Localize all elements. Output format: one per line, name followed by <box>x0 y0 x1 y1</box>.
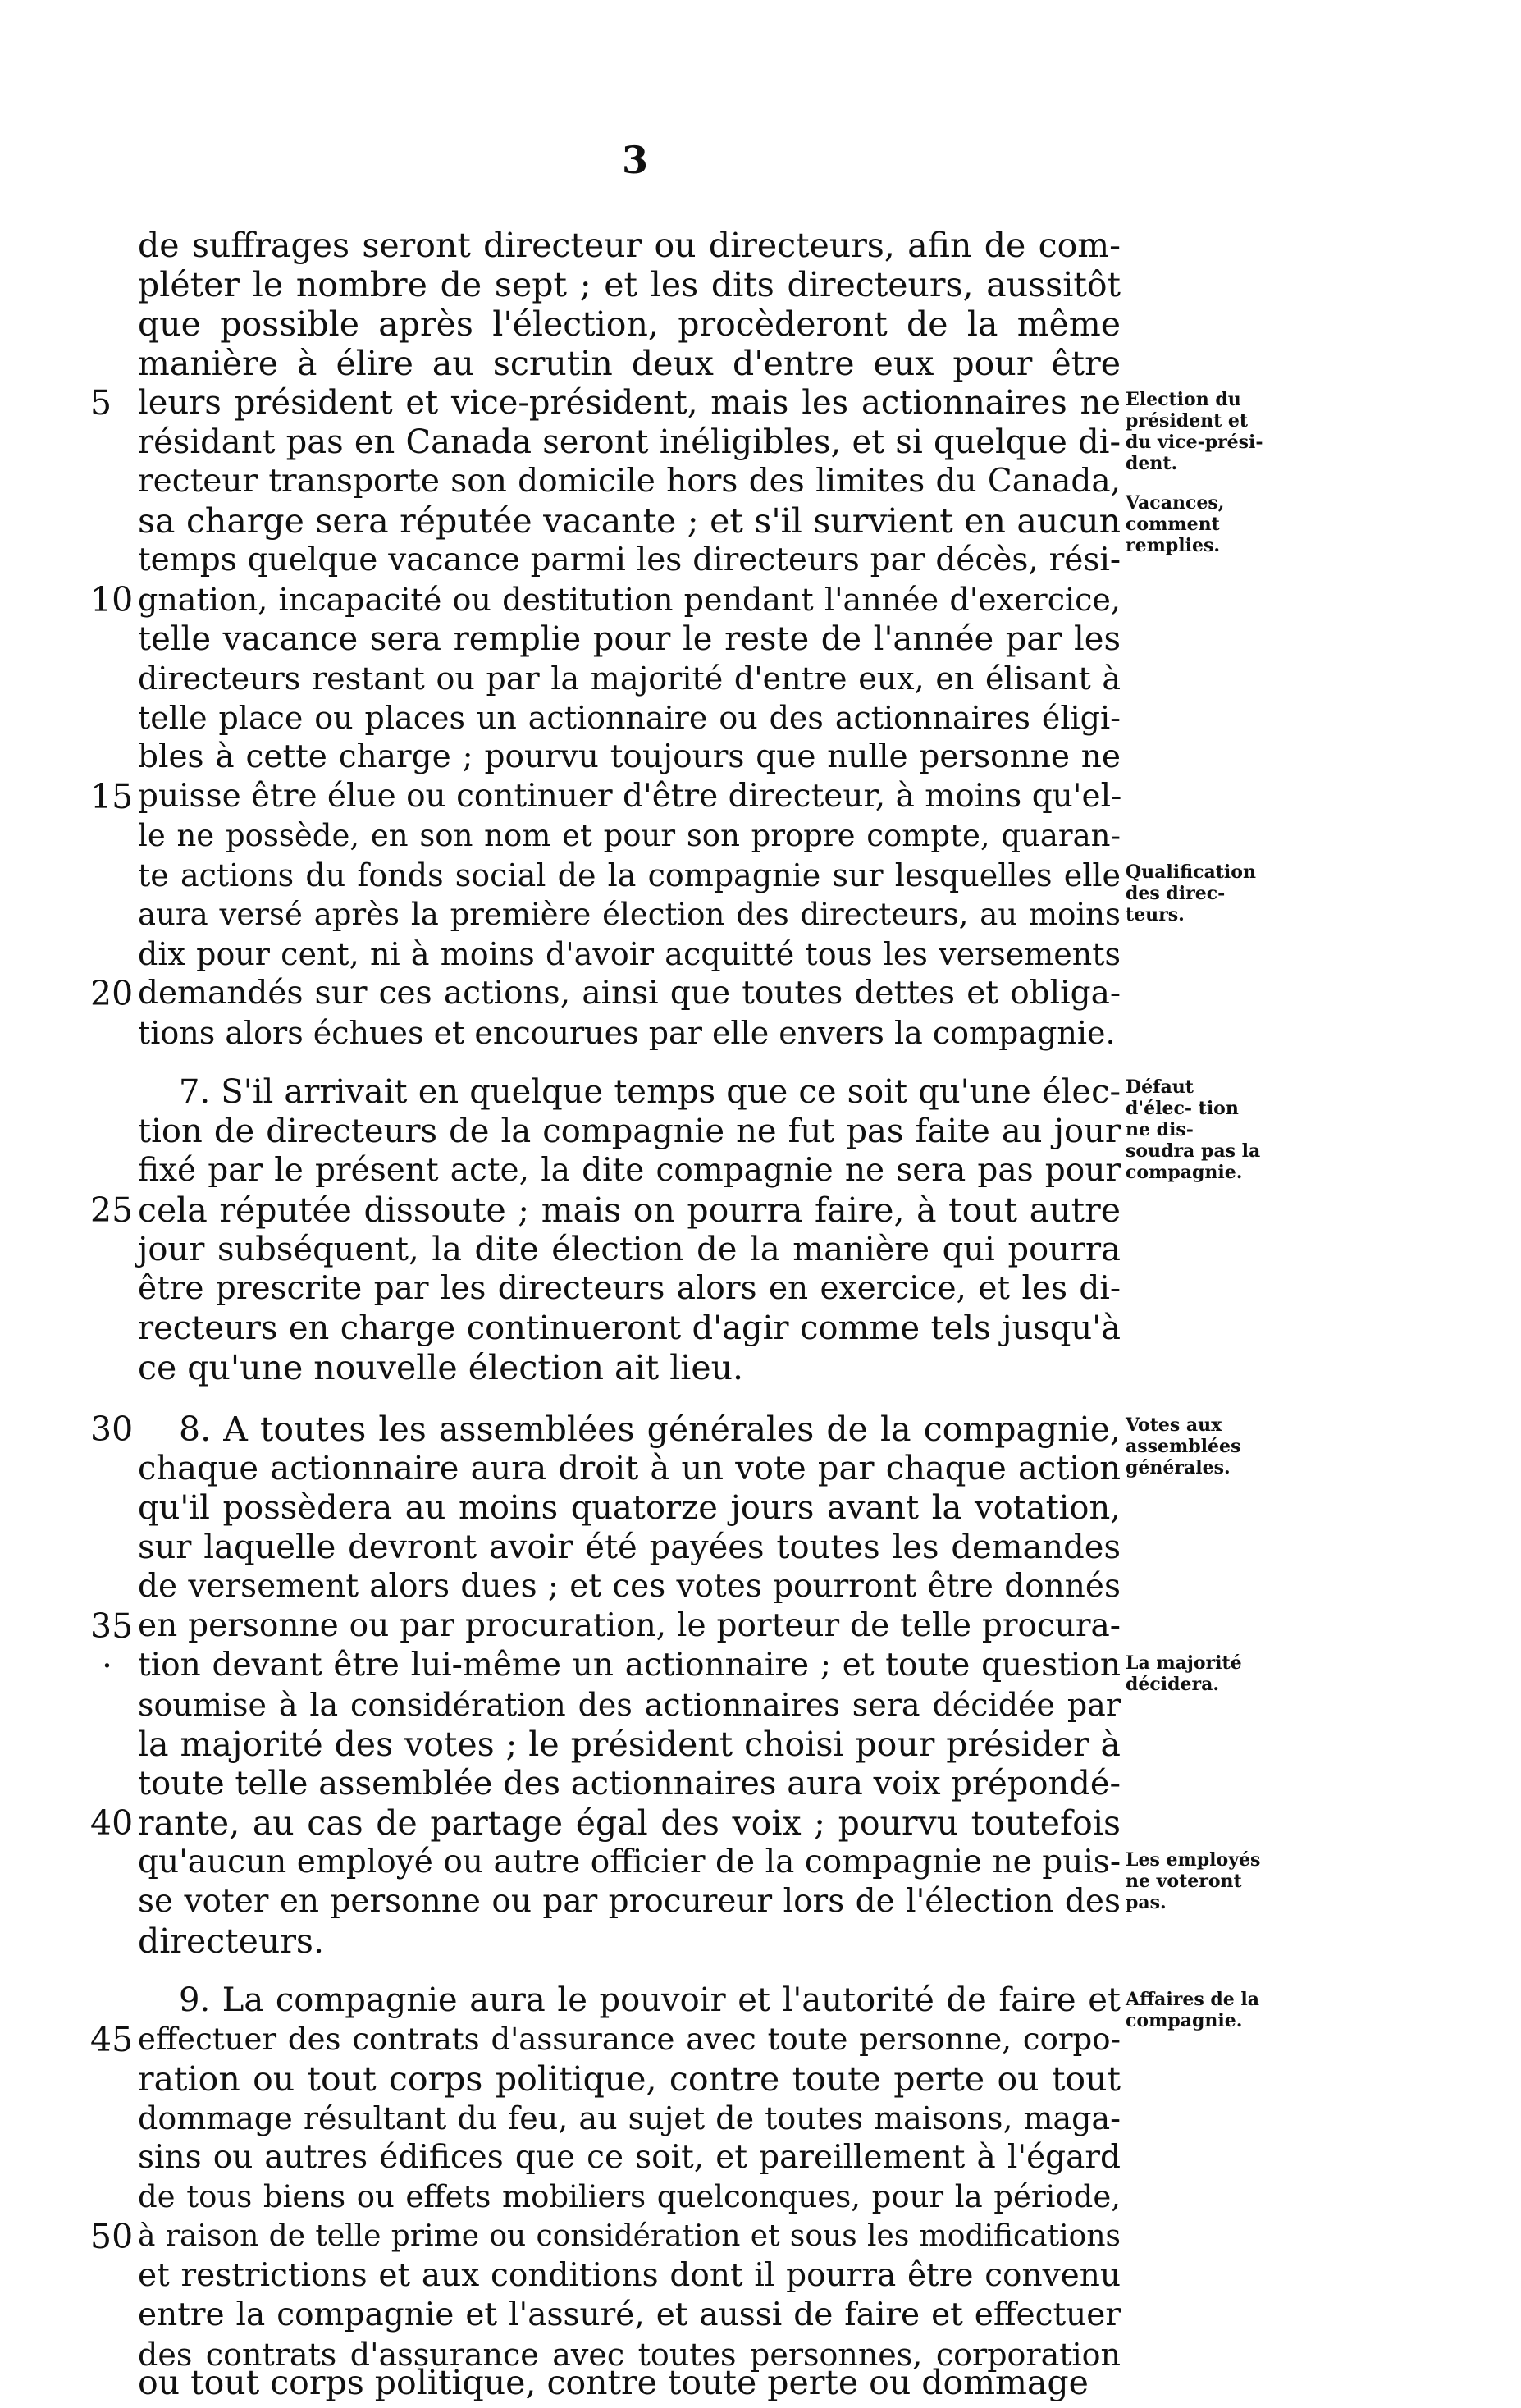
text-line: recteurs en charge continueront d'agir comme tels jusqu'à <box>138 1309 1121 1347</box>
text-line: ce qu'une nouvelle élection ait lieu. <box>138 1348 744 1387</box>
text-line: bles à cette charge ; pourvu toujours que nulle personne ne <box>138 738 1121 775</box>
text-line: sur laquelle devront avoir été payées toutes les demandes <box>138 1528 1121 1566</box>
text-line: gnation, incapacité ou destitution pendant l'année d'exercice, <box>138 582 1121 618</box>
line-number: 35 <box>90 1606 134 1646</box>
section-9-first-line: 9. La compagnie aura le pouvoir et l'autorité de faire et <box>179 1981 1121 2019</box>
text-line: résidant pas en Canada seront inéligibles, et si quelque di- <box>138 423 1121 461</box>
line-number: 5 <box>90 383 112 423</box>
line-number: 30 <box>90 1410 134 1449</box>
text-line: qu'aucun employé ou autre officier de la compagnie ne puis- <box>138 1844 1121 1880</box>
text-line: recteur transporte son domicile hors des limites du Canada, <box>138 463 1121 500</box>
text-line: la majorité des votes ; le président choisi pour présider à <box>138 1725 1121 1764</box>
text-line: rante, au cas de partage égal des voix ; pourvu toutefois <box>138 1803 1121 1843</box>
line-number: 15 <box>90 777 134 816</box>
margin-note-qualification: Qualification des direc- teurs. <box>1126 861 1256 925</box>
text-line: et restrictions et aux conditions dont il pourra être convenu <box>138 2257 1121 2294</box>
margin-note-majorite: La majorité décidera. <box>1126 1652 1242 1695</box>
text-line: cela réputée dissoute ; mais on pourra faire, à tout autre <box>138 1190 1121 1230</box>
margin-note-employes: Les employés ne voteront pas. <box>1126 1849 1261 1913</box>
text-line: sins ou autres édifices que ce soit, et pareillement à l'égard <box>138 2139 1121 2176</box>
text-line: effectuer des contrats d'assurance avec toute personne, corpo- <box>138 2022 1121 2057</box>
margin-note-vacances: Vacances, comment remplies. <box>1126 492 1225 556</box>
line-number: 50 <box>90 2217 134 2256</box>
text-line: sa charge sera réputée vacante ; et s'il survient en aucun <box>138 501 1121 541</box>
text-line: entre la compagnie et l'assuré, et aussi de faire et effectuer <box>138 2296 1121 2333</box>
text-line: en personne ou par procuration, le porteur de telle procura- <box>138 1607 1121 1644</box>
text-line: à raison de telle prime ou considération et sous les modifications <box>138 2219 1121 2253</box>
margin-note-affaires: Affaires de la compagnie. <box>1126 1989 1260 2031</box>
text-line: de tous biens ou effets mobiliers quelconques, pour la période, <box>138 2179 1121 2214</box>
text-line: tion devant être lui-même un actionnaire ; et toute question <box>138 1647 1121 1684</box>
text-line: être prescrite par les directeurs alors en exercice, et les di- <box>138 1270 1121 1307</box>
line-number: 20 <box>90 974 134 1013</box>
text-line: telle place ou places un actionnaire ou des actionnaires éligi- <box>138 700 1121 736</box>
margin-note-votes: Votes aux assemblées générales. <box>1126 1414 1241 1478</box>
text-line: dix pour cent, ni à moins d'avoir acquitté tous les versements <box>138 936 1121 972</box>
text-line: chaque actionnaire aura droit à un vote par chaque action <box>138 1450 1121 1487</box>
margin-note-election-president: Election du président et du vice-prési- dent. <box>1126 389 1263 474</box>
text-line: que possible après l'élection, procèderont de la même <box>138 304 1121 344</box>
text-line: des contrats d'assurance avec toutes personnes, corporation <box>138 2337 1121 2373</box>
line-number: 40 <box>90 1803 134 1843</box>
text-line: dommage résultant du feu, au sujet de toutes maisons, maga- <box>138 2100 1121 2136</box>
text-line: se voter en personne ou par procureur lors de l'élection des <box>138 1883 1121 1920</box>
line-number: 25 <box>90 1190 134 1230</box>
text-line: de suffrages seront directeur ou directeurs, afin de com- <box>138 226 1121 265</box>
text-line: manière à élire au scrutin deux d'entre eux pour être <box>138 344 1121 383</box>
text-line: le ne possède, en son nom et pour son propre compte, quaran- <box>138 818 1121 853</box>
text-line: puisse être élue ou continuer d'être directeur, à moins qu'el- <box>138 778 1122 815</box>
text-line: ou tout corps politique, contre toute perte ou dommage <box>138 2363 1089 2402</box>
line-number: 45 <box>90 2020 134 2059</box>
text-line: soumise à la considération des actionnaires sera décidée par <box>138 1687 1121 1723</box>
section-7-first-line: 7. S'il arrivait en quelque temps que ce soit qu'une élec- <box>179 1073 1121 1111</box>
text-line: tions alors échues et encourues par elle envers la compagnie. <box>138 1015 1116 1051</box>
text-line: aura versé après la première élection des directeurs, au moins <box>138 897 1121 932</box>
line-number: 10 <box>90 580 134 619</box>
text-line: fixé par le présent acte, la dite compagnie ne sera pas pour <box>138 1152 1121 1189</box>
line-marker-dot: · <box>102 1646 113 1685</box>
text-line: te actions du fonds social de la compagnie sur lesquelles elle <box>138 857 1121 893</box>
text-line: ration ou tout corps politique, contre toute perte ou tout <box>138 2059 1121 2099</box>
page-number: 3 <box>622 138 649 182</box>
text-line: temps quelque vacance parmi les directeurs par décès, rési- <box>138 541 1121 578</box>
margin-note-defaut-election: Défaut d'élec- tion ne dis- soudra pas la compagnie. <box>1126 1076 1261 1183</box>
text-line: directeurs. <box>138 1921 325 1961</box>
text-line: demandés sur ces actions, ainsi que toutes dettes et obliga- <box>138 975 1121 1012</box>
text-line: toute telle assemblée des actionnaires aura voix prépondé- <box>138 1765 1121 1803</box>
text-line: leurs président et vice-président, mais les actionnaires ne <box>138 384 1121 422</box>
text-line: tion de directeurs de la compagnie ne fut pas faite au jour <box>138 1113 1121 1150</box>
text-line: de versement alors dues ; et ces votes pourront être donnés <box>138 1568 1121 1605</box>
text-line: qu'il possèdera au moins quatorze jours avant la votation, <box>138 1489 1121 1527</box>
text-line: pléter le nombre de sept ; et les dits directeurs, aussitôt <box>138 265 1121 304</box>
text-line: telle vacance sera remplie pour le reste de l'année par les <box>138 620 1121 658</box>
section-8-first-line: 8. A toutes les assemblées générales de la compagnie, <box>179 1410 1121 1449</box>
text-line: directeurs restant ou par la majorité d'entre eux, en élisant à <box>138 660 1121 697</box>
text-line: jour subséquent, la dite élection de la manière qui pourra <box>138 1231 1121 1268</box>
